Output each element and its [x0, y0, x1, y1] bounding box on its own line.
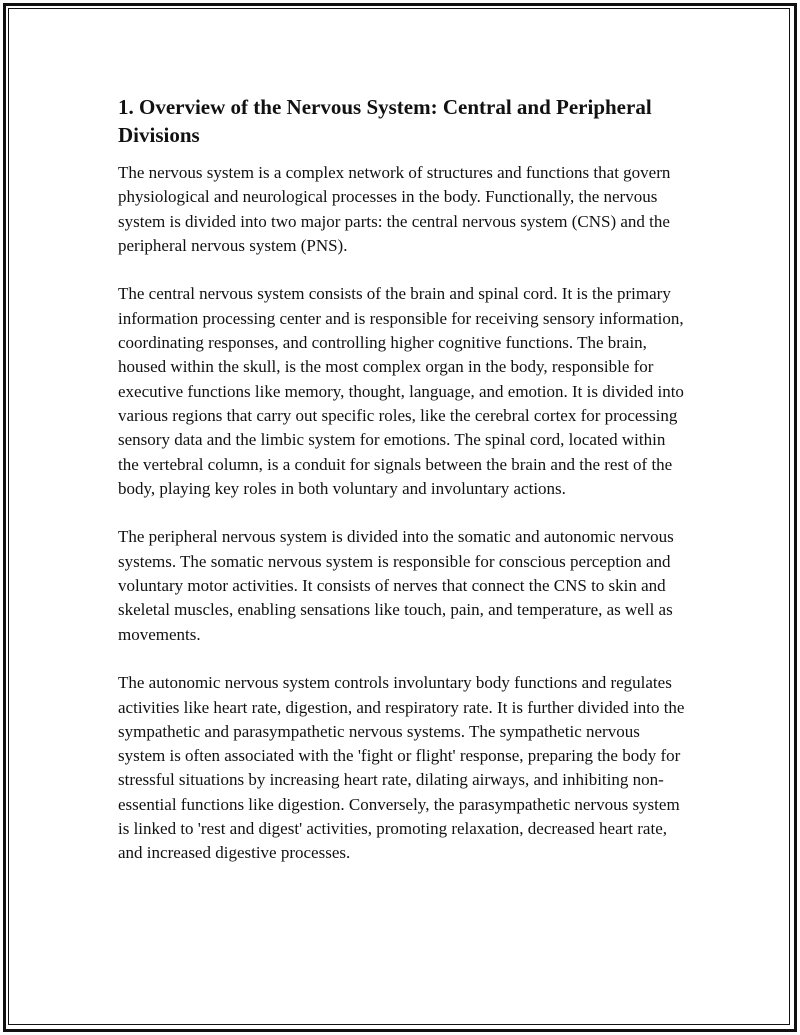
document-body: [118, 93, 690, 890]
paragraph-overview: The nervous system is a complex network of structures and functions that govern physiological and neurological processes in the body. Functionally, the nervous system is divided into two major parts: the central nervous system (CNS) and the peripheral nervous system (PNS).: [118, 163, 671, 255]
paragraph-cns: The central nervous system consists of the brain and spinal cord. It is the primary information processing center and is responsible for receiving sensory information, coordinating responses, and controlling higher cognitive functions. The brain, housed within the skull, is the most complex organ in the body, responsible for executive functions like memory, thought, language, and emotion. It is divided into various regions that carry out specific roles, like the cerebral cortex for processing sensory data and the limbic system for emotions. The spinal cord, located within the vertebral column, is a conduit for signals between the brain and the rest of the body, playing key roles in both voluntary and involuntary actions.: [118, 284, 684, 498]
paragraph-pns: The peripheral nervous system is divided into the somatic and autonomic nervous systems. The somatic nervous system is responsible for conscious perception and voluntary motor activities. It consists of nerves that connect the CNS to skin and skeletal muscles, enabling sensations like touch, pain, and temperature, as well as movements.: [118, 527, 674, 644]
paragraph-autonomic: The autonomic nervous system controls involuntary body functions and regulates activities like heart rate, digestion, and respiratory rate. It is further divided into the sympathetic and parasympathetic nervous systems. The sympathetic nervous system is often associated with the 'fight or flight' response, preparing the body for stressful situations by increasing heart rate, dilating airways, and inhibiting non-essential functions like digestion. Conversely, the parasympathetic nervous system is linked to 'rest and digest' activities, promoting relaxation, decreased heart rate, and increased digestive processes.: [118, 673, 685, 863]
section-title: 1. Overview of the Nervous System: Central and Peripheral Divisions: [118, 95, 652, 147]
